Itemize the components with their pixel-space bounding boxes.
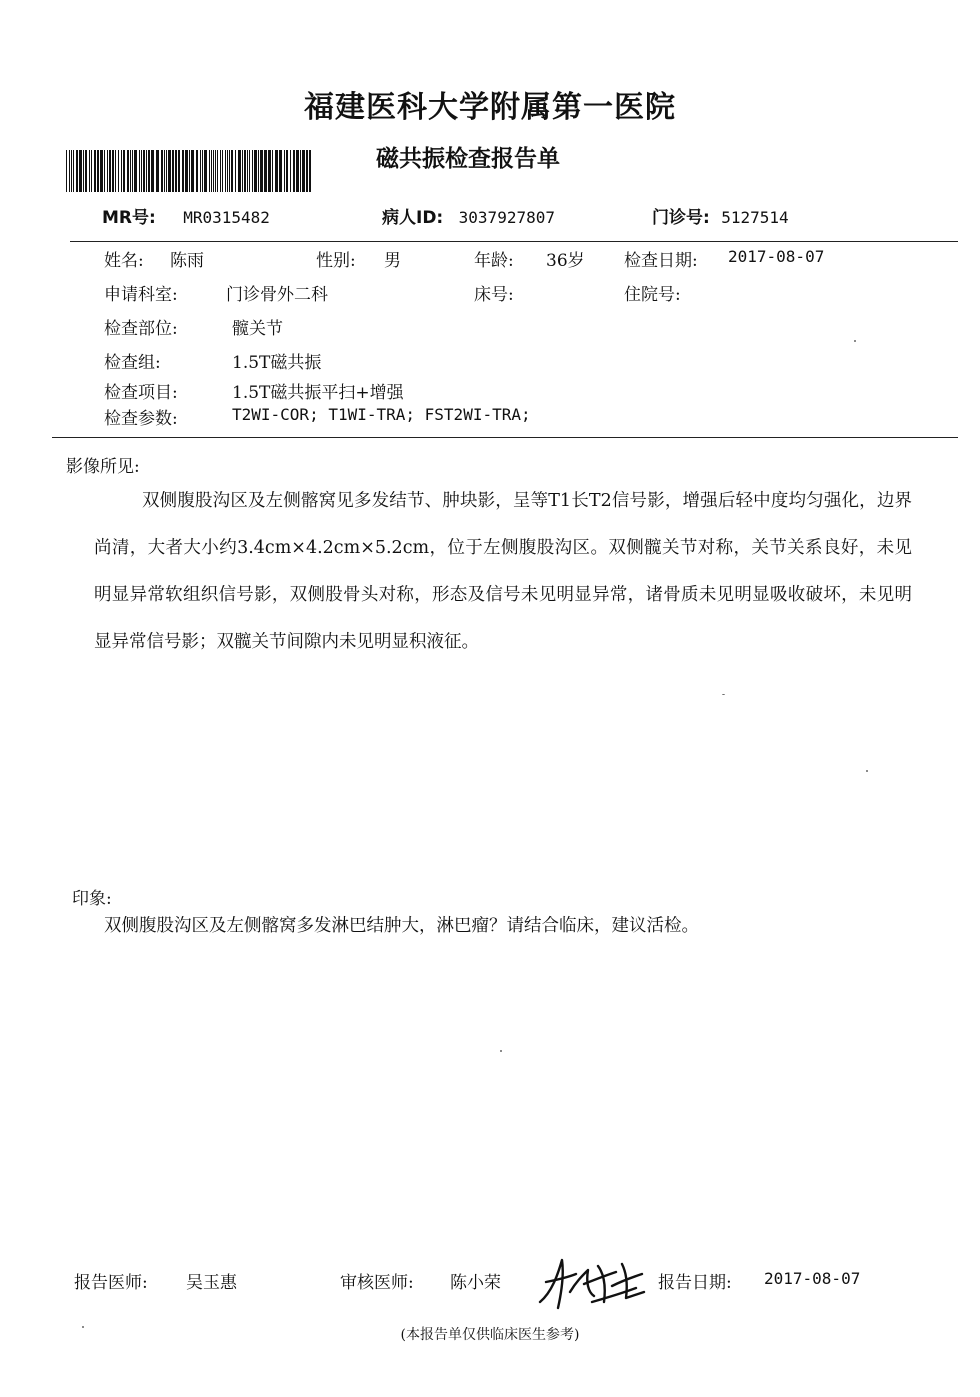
- barcode-bar: [175, 150, 177, 192]
- barcode-bar: [254, 150, 257, 192]
- barcode-bar: [76, 150, 78, 192]
- age-value: 36岁: [546, 251, 585, 271]
- name-value: 陈雨: [170, 251, 204, 271]
- barcode-bar: [168, 150, 171, 192]
- barcode-bar: [83, 150, 84, 192]
- barcode-bar: [215, 150, 216, 192]
- patient-id-value: 3037927807: [458, 208, 555, 227]
- inpatient-label: 住院号:: [624, 285, 681, 305]
- mr-value: MR0315482: [183, 208, 270, 227]
- barcode-bar: [66, 150, 67, 192]
- barcode-bar: [235, 150, 236, 192]
- barcode-bar: [306, 150, 308, 192]
- bed-label: 床号:: [474, 285, 514, 305]
- barcode-bar: [130, 150, 131, 192]
- barcode-bar: [213, 150, 214, 192]
- impression-text: 双侧腹股沟区及左侧髂窝多发淋巴结肿大，淋巴瘤？请结合临床，建议活检。: [104, 916, 699, 936]
- clinic-label: 门诊号:: [652, 208, 710, 228]
- barcode-bar: [309, 150, 311, 192]
- barcode-bar: [69, 150, 70, 192]
- dept-label: 申请科室:: [104, 285, 178, 305]
- barcode-bar: [121, 150, 122, 192]
- barcode-bar: [166, 150, 167, 192]
- barcode-bar: [220, 150, 221, 192]
- barcode-bar: [182, 150, 184, 192]
- barcode-bar: [164, 150, 165, 192]
- barcode-bar: [196, 150, 198, 192]
- reporter-value: 吴玉惠: [186, 1273, 237, 1293]
- barcode-bar: [258, 150, 259, 192]
- findings-text: 双侧腹股沟区及左侧髂窝见多发结节、肿块影，呈等T1长T2信号影，增强后轻中度均匀强化，边界尚清，大者大小约3.4cm×4.2cm×5.2cm，位于左侧腹股沟区。双侧髋关节对称，关节关系良好，未见明显异常软组织信号影，双侧股骨头对称，形态及信号未见明显异常，诸骨质未见明显吸收破坏，未见明显异常信号影；双髋关节间隙内未见明显积液征。: [94, 491, 912, 652]
- barcode-bar: [284, 150, 285, 192]
- barcode-bar: [146, 150, 147, 192]
- barcode-bar: [227, 150, 228, 192]
- barcode-bar: [217, 150, 218, 192]
- barcode-bar: [286, 150, 288, 192]
- patient-id-label: 病人ID:: [382, 208, 444, 228]
- barcode-bar: [229, 150, 230, 192]
- barcode-bar: [100, 150, 103, 192]
- barcode-bar: [156, 150, 159, 192]
- barcode-bar: [293, 150, 295, 192]
- scan-speck: [500, 1050, 502, 1052]
- barcode-bar: [94, 150, 96, 192]
- barcode-bar: [104, 150, 105, 192]
- barcode-bar: [202, 150, 203, 192]
- clinic-number: [652, 203, 789, 228]
- barcode-bar: [200, 150, 201, 192]
- report-date-value: 2017-08-07: [764, 1269, 861, 1288]
- report-date-label: 报告日期:: [658, 1273, 732, 1293]
- barcode-bar: [189, 150, 190, 192]
- barcode-bar: [290, 150, 291, 192]
- barcode-bar: [85, 150, 87, 192]
- barcode-bar: [191, 150, 194, 192]
- barcode-bar: [244, 150, 246, 192]
- barcode-bar: [302, 150, 305, 192]
- exam-date-label: 检查日期:: [624, 251, 698, 271]
- barcode-bar: [132, 150, 133, 192]
- barcode-bar: [247, 150, 248, 192]
- scan-speck: [854, 340, 856, 342]
- part-label: 检查部位:: [104, 319, 178, 339]
- reviewer-label: 审核医师:: [340, 1273, 414, 1293]
- barcode-bar: [249, 150, 250, 192]
- barcode-bar: [204, 150, 207, 192]
- dept-value: 门诊骨外二科: [226, 285, 328, 305]
- handwritten-signature: [532, 1252, 652, 1318]
- barcode-bar: [178, 150, 180, 192]
- sex-value: 男: [384, 251, 401, 271]
- clinic-value: 5127514: [721, 208, 789, 227]
- findings-title: 影像所见:: [66, 457, 140, 477]
- barcode-bar: [238, 150, 241, 192]
- barcode-bar: [79, 150, 82, 192]
- item-label: 检查项目:: [104, 383, 178, 403]
- scan-speck: [722, 694, 725, 695]
- barcode-bar: [225, 150, 226, 192]
- barcode-bar: [112, 150, 114, 192]
- barcode-bar: [296, 150, 299, 192]
- barcode-bar: [91, 150, 92, 192]
- barcode-bar: [89, 150, 90, 192]
- header-divider: [70, 241, 958, 242]
- reviewer-value: 陈小荣: [450, 1273, 501, 1293]
- param-label: 检查参数:: [104, 409, 178, 429]
- barcode-bar: [143, 150, 145, 192]
- scan-speck: [866, 770, 868, 772]
- footnote: (本报告单仅供临床医生参考): [400, 1327, 580, 1343]
- barcode-bar: [300, 150, 301, 192]
- barcode-bar: [97, 150, 99, 192]
- barcode-bar: [211, 150, 212, 192]
- reporter-label: 报告医师:: [74, 1273, 148, 1293]
- param-value: T2WI-COR; T1WI-TRA; FST2WI-TRA;: [232, 405, 531, 424]
- patient-id: [382, 203, 555, 228]
- barcode-bar: [107, 150, 108, 192]
- barcode-bar: [139, 150, 140, 192]
- barcode-bar: [161, 150, 163, 192]
- info-divider: [52, 437, 958, 438]
- barcode-bar: [109, 150, 111, 192]
- barcode-bar: [268, 150, 271, 192]
- barcode-bar: [279, 150, 282, 192]
- part-value: 髋关节: [232, 319, 283, 339]
- barcode-bar: [260, 150, 263, 192]
- group-label: 检查组:: [104, 353, 161, 373]
- barcode-bar: [252, 150, 253, 192]
- barcode-bar: [185, 150, 188, 192]
- barcode-bar: [134, 150, 137, 192]
- age-label: 年龄:: [474, 251, 514, 271]
- barcode-bar: [272, 150, 273, 192]
- barcode-bar: [141, 150, 142, 192]
- mr-number: [102, 203, 270, 228]
- barcode-bar: [71, 150, 72, 192]
- barcode-image: [66, 150, 314, 192]
- barcode-bar: [73, 150, 74, 192]
- barcode-bar: [115, 150, 116, 192]
- report-title: 磁共振检查报告单: [376, 146, 560, 172]
- barcode-bar: [172, 150, 174, 192]
- barcode-bar: [242, 150, 243, 192]
- impression-title: 印象:: [72, 889, 112, 909]
- barcode-bar: [123, 150, 125, 192]
- barcode-bar: [148, 150, 150, 192]
- hospital-name: 福建医科大学附属第一医院: [304, 90, 676, 125]
- barcode-bar: [209, 150, 210, 192]
- group-value: 1.5T磁共振: [232, 353, 322, 373]
- barcode-bar: [151, 150, 154, 192]
- barcode-bar: [118, 150, 119, 192]
- exam-date-value: 2017-08-07: [728, 247, 825, 266]
- barcode-bar: [222, 150, 223, 192]
- mr-label: MR号:: [102, 208, 156, 228]
- barcode-bar: [264, 150, 267, 192]
- item-value: 1.5T磁共振平扫+增强: [232, 383, 404, 403]
- scan-speck: [82, 1326, 84, 1328]
- sex-label: 性别:: [316, 251, 356, 271]
- barcode-bar: [127, 150, 129, 192]
- name-label: 姓名:: [104, 251, 144, 271]
- barcode-bar: [231, 150, 233, 192]
- barcode-bar: [275, 150, 278, 192]
